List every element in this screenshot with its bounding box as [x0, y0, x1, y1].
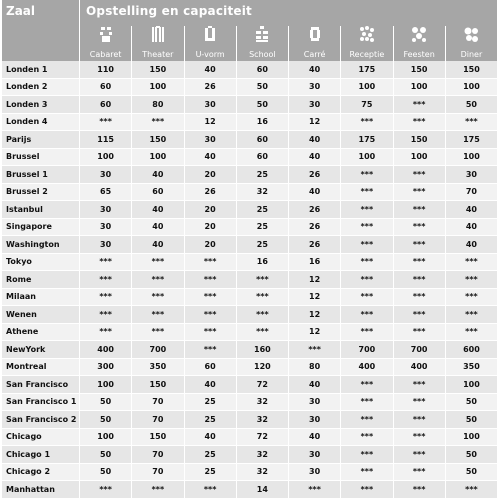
capacity-cell: 40 [132, 201, 184, 219]
capacity-cell: 25 [237, 236, 289, 254]
capacity-cell: 100 [394, 149, 446, 167]
capacity-cell: *** [185, 289, 237, 307]
room-name: Londen 3 [2, 96, 80, 114]
capacity-cell: 50 [237, 79, 289, 97]
capacity-cell: 70 [446, 184, 498, 202]
capacity-cell: *** [132, 289, 184, 307]
capacity-cell: 12 [289, 289, 341, 307]
capacity-cell: 32 [237, 446, 289, 464]
capacity-cell: *** [341, 184, 393, 202]
capacity-cell: 25 [237, 219, 289, 237]
capacity-cell: 150 [394, 61, 446, 79]
room-name: Istanbul [2, 201, 80, 219]
capacity-cell: 100 [132, 149, 184, 167]
capacity-cell: 65 [80, 184, 132, 202]
room-name: Londen 1 [2, 61, 80, 79]
capacity-cell: *** [237, 306, 289, 324]
table-row [2, 254, 498, 272]
capacity-cell: *** [446, 254, 498, 272]
capacity-cell: 30 [289, 446, 341, 464]
capacity-cell: 30 [185, 131, 237, 149]
capacity-cell: 12 [289, 324, 341, 342]
capacity-cell: 25 [185, 411, 237, 429]
room-name: Chicago [2, 429, 80, 447]
room-name: Wenen [2, 306, 80, 324]
capacity-cell: 40 [289, 184, 341, 202]
capacity-cell: 60 [237, 61, 289, 79]
capacity-cell: 50 [80, 464, 132, 482]
capacity-cell: 30 [80, 201, 132, 219]
capacity-cell: *** [341, 219, 393, 237]
capacity-cell: *** [394, 411, 446, 429]
capacity-cell: 70 [132, 394, 184, 412]
column-header-label: Feesten [394, 47, 446, 61]
capacity-cell: 20 [185, 219, 237, 237]
capacity-cell: *** [289, 341, 341, 359]
capacity-cell: *** [341, 254, 393, 272]
capacity-cell: 100 [394, 79, 446, 97]
room-name: Chicago 1 [2, 446, 80, 464]
capacity-cell: 20 [185, 166, 237, 184]
capacity-cell: 12 [289, 306, 341, 324]
capacity-cell: *** [80, 271, 132, 289]
capacity-cell: *** [185, 271, 237, 289]
header-label-row [2, 47, 498, 61]
capacity-cell: 175 [341, 131, 393, 149]
table-row [2, 464, 498, 482]
room-name: Manhattan [2, 481, 80, 499]
room-name: Parijs [2, 131, 80, 149]
capacity-cell: 40 [446, 236, 498, 254]
capacity-cell: 100 [132, 79, 184, 97]
capacity-cell: *** [80, 289, 132, 307]
capacity-cell: 30 [289, 394, 341, 412]
capacity-cell: *** [237, 271, 289, 289]
capacity-cell: 16 [237, 114, 289, 132]
capacity-cell: 16 [237, 254, 289, 272]
column-header-label: Diner [446, 47, 498, 61]
capacity-cell: 40 [185, 376, 237, 394]
capacity-cell: 30 [446, 166, 498, 184]
capacity-cell: 25 [237, 166, 289, 184]
column-header-label: Cabaret [80, 47, 132, 61]
capacity-cell: 32 [237, 411, 289, 429]
capacity-cell: 80 [132, 96, 184, 114]
capacity-cell: *** [132, 306, 184, 324]
capacity-cell: 40 [132, 219, 184, 237]
capacity-cell: 20 [185, 201, 237, 219]
capacity-cell: *** [341, 271, 393, 289]
capacity-cell: *** [341, 376, 393, 394]
capacity-cell: *** [394, 446, 446, 464]
room-name: Washington [2, 236, 80, 254]
capacity-cell: 14 [237, 481, 289, 499]
capacity-cell: *** [341, 306, 393, 324]
table-row [2, 61, 498, 79]
u-shape-icon [185, 26, 237, 47]
capacity-cell: *** [394, 201, 446, 219]
capacity-cell: 50 [446, 394, 498, 412]
capacity-cell: *** [394, 429, 446, 447]
capacity-cell: *** [446, 289, 498, 307]
capacity-cell: 150 [132, 429, 184, 447]
capacity-cell: 300 [80, 359, 132, 377]
capacity-cell: 26 [185, 79, 237, 97]
capacity-cell: 70 [132, 464, 184, 482]
capacity-cell: 700 [132, 341, 184, 359]
room-name: San Francisco [2, 376, 80, 394]
capacity-cell: 50 [446, 96, 498, 114]
room-column-header: Zaal [2, 0, 80, 26]
capacity-cell: 26 [289, 219, 341, 237]
capacity-cell: 100 [446, 149, 498, 167]
capacity-cell: 150 [394, 131, 446, 149]
capacity-cell: 700 [394, 341, 446, 359]
table-row [2, 341, 498, 359]
room-name: San Francisco 2 [2, 411, 80, 429]
room-name: NewYork [2, 341, 80, 359]
capacity-cell: *** [185, 254, 237, 272]
capacity-cell: 100 [80, 149, 132, 167]
reception-icon [341, 26, 393, 47]
header-title-row [2, 0, 498, 26]
table-row [2, 201, 498, 219]
capacity-cell: 30 [289, 464, 341, 482]
capacity-cell: 160 [237, 341, 289, 359]
capacity-cell: *** [237, 289, 289, 307]
capacity-cell: *** [185, 324, 237, 342]
room-name: Chicago 2 [2, 464, 80, 482]
capacity-cell: 700 [341, 341, 393, 359]
capacity-cell: 150 [132, 376, 184, 394]
capacity-cell: *** [80, 306, 132, 324]
capacity-cell: 100 [446, 79, 498, 97]
room-name: Brussel 1 [2, 166, 80, 184]
capacity-cell: *** [394, 254, 446, 272]
table-row [2, 219, 498, 237]
capacity-cell: 40 [289, 429, 341, 447]
capacity-cell: *** [446, 324, 498, 342]
table-row [2, 306, 498, 324]
room-name: Rome [2, 271, 80, 289]
capacity-cell: 60 [185, 359, 237, 377]
capacity-cell: *** [341, 481, 393, 499]
capacity-cell: 72 [237, 376, 289, 394]
capacity-cell: 50 [446, 411, 498, 429]
capacity-cell: 150 [132, 131, 184, 149]
capacity-cell: 50 [446, 464, 498, 482]
capacity-cell: *** [394, 184, 446, 202]
column-header-label: Receptie [341, 47, 393, 61]
capacity-cell: *** [446, 306, 498, 324]
capacity-cell: 150 [132, 61, 184, 79]
capacity-cell: 175 [341, 61, 393, 79]
table-row [2, 131, 498, 149]
capacity-cell: *** [132, 114, 184, 132]
table-row [2, 79, 498, 97]
capacity-cell: 120 [237, 359, 289, 377]
capacity-cell: *** [237, 324, 289, 342]
table-row [2, 289, 498, 307]
capacity-cell: 40 [289, 149, 341, 167]
capacity-cell: 30 [289, 79, 341, 97]
capacity-cell: 12 [289, 114, 341, 132]
capacity-cell: 60 [237, 131, 289, 149]
capacity-cell: *** [394, 114, 446, 132]
capacity-cell: 30 [289, 96, 341, 114]
capacity-cell: 75 [341, 96, 393, 114]
room-name: Singapore [2, 219, 80, 237]
room-name: Brussel [2, 149, 80, 167]
capacity-cell: *** [394, 324, 446, 342]
room-name: Tokyo [2, 254, 80, 272]
capacity-cell: 32 [237, 464, 289, 482]
capacity-cell: *** [341, 201, 393, 219]
capacity-cell: *** [185, 306, 237, 324]
capacity-cell: 40 [185, 149, 237, 167]
capacity-cell: 25 [237, 201, 289, 219]
capacity-cell: *** [341, 411, 393, 429]
capacity-cell: 60 [80, 96, 132, 114]
capacity-cell: *** [394, 481, 446, 499]
room-name: Montreal [2, 359, 80, 377]
empty-header-cell [2, 47, 80, 61]
table-row [2, 446, 498, 464]
capacity-cell: *** [394, 219, 446, 237]
capacity-cell: 30 [80, 166, 132, 184]
capacity-cell: 100 [341, 149, 393, 167]
capacity-cell: *** [80, 114, 132, 132]
capacity-cell: 60 [237, 149, 289, 167]
capacity-cell: 40 [289, 376, 341, 394]
table-title: Opstelling en capaciteit [80, 0, 498, 26]
capacity-cell: 25 [185, 394, 237, 412]
capacity-cell: 30 [185, 96, 237, 114]
capacity-cell: *** [185, 341, 237, 359]
capacity-cell: 32 [237, 394, 289, 412]
capacity-cell: 32 [237, 184, 289, 202]
capacity-cell: 50 [80, 394, 132, 412]
capacity-cell: *** [394, 376, 446, 394]
table-row [2, 394, 498, 412]
capacity-cell: *** [341, 429, 393, 447]
capacity-cell: 100 [446, 429, 498, 447]
empty-header-cell [2, 26, 80, 47]
capacity-cell: 26 [185, 184, 237, 202]
capacity-cell: 26 [289, 166, 341, 184]
capacity-cell: *** [341, 236, 393, 254]
capacity-cell: 16 [289, 254, 341, 272]
capacity-cell: 25 [185, 446, 237, 464]
capacity-cell: *** [132, 271, 184, 289]
capacity-cell: 50 [237, 96, 289, 114]
capacity-cell: 50 [446, 446, 498, 464]
table-row [2, 324, 498, 342]
capacity-cell: 40 [185, 61, 237, 79]
capacity-cell: 50 [80, 446, 132, 464]
capacity-cell: 150 [446, 61, 498, 79]
capacity-cell: 25 [185, 464, 237, 482]
capacity-cell: *** [446, 481, 498, 499]
capacity-cell: 40 [132, 166, 184, 184]
capacity-cell: 400 [394, 359, 446, 377]
theater-icon [132, 26, 184, 47]
capacity-cell: 600 [446, 341, 498, 359]
capacity-cell: *** [341, 394, 393, 412]
table-row [2, 166, 498, 184]
capacity-cell: *** [341, 446, 393, 464]
capacity-cell: 12 [185, 114, 237, 132]
capacity-cell: 70 [132, 411, 184, 429]
capacity-cell: 350 [446, 359, 498, 377]
capacity-cell: 60 [132, 184, 184, 202]
capacity-cell: *** [341, 324, 393, 342]
capacity-cell: *** [446, 114, 498, 132]
capacity-cell: 30 [80, 236, 132, 254]
capacity-cell: *** [80, 254, 132, 272]
capacity-cell: 40 [185, 429, 237, 447]
capacity-cell: 40 [446, 201, 498, 219]
dinner-icon [446, 26, 498, 47]
table-row [2, 96, 498, 114]
capacity-cell: 40 [446, 219, 498, 237]
capacity-cell: 50 [80, 411, 132, 429]
capacity-cell: 72 [237, 429, 289, 447]
capacity-cell: 100 [80, 376, 132, 394]
header-icon-row [2, 26, 498, 47]
capacity-cell: 70 [132, 446, 184, 464]
capacity-cell: 20 [185, 236, 237, 254]
room-name: San Francisco 1 [2, 394, 80, 412]
column-header-label: Theater [132, 47, 184, 61]
capacity-cell: 30 [80, 219, 132, 237]
carre-icon [289, 26, 341, 47]
room-name: Brussel 2 [2, 184, 80, 202]
table-row [2, 481, 498, 499]
capacity-cell: 400 [341, 359, 393, 377]
table-row [2, 359, 498, 377]
capacity-cell: *** [394, 306, 446, 324]
capacity-cell: *** [341, 166, 393, 184]
capacity-cell: *** [80, 324, 132, 342]
capacity-cell: 26 [289, 201, 341, 219]
capacity-cell: 100 [80, 429, 132, 447]
capacity-cell: *** [80, 481, 132, 499]
table-row [2, 271, 498, 289]
capacity-cell: 12 [289, 271, 341, 289]
table-row [2, 149, 498, 167]
capacity-cell: *** [394, 271, 446, 289]
capacity-cell: *** [341, 114, 393, 132]
capacity-cell: 100 [341, 79, 393, 97]
column-header-label: U-vorm [185, 47, 237, 61]
capacity-cell: *** [394, 464, 446, 482]
capacity-cell: 110 [80, 61, 132, 79]
column-header-label: Carré [289, 47, 341, 61]
capacity-cell: 115 [80, 131, 132, 149]
capacity-cell: 350 [132, 359, 184, 377]
capacity-cell: *** [132, 324, 184, 342]
capacity-cell: 60 [80, 79, 132, 97]
capacity-cell: *** [394, 394, 446, 412]
table-row [2, 429, 498, 447]
capacity-cell: *** [341, 289, 393, 307]
capacity-cell: 40 [289, 61, 341, 79]
capacity-cell: *** [394, 289, 446, 307]
room-name: Athene [2, 324, 80, 342]
table-row [2, 114, 498, 132]
capacity-cell: 30 [289, 411, 341, 429]
capacity-table [2, 0, 498, 499]
capacity-cell: 40 [289, 131, 341, 149]
capacity-cell: 80 [289, 359, 341, 377]
capacity-cell: *** [394, 166, 446, 184]
table-row [2, 236, 498, 254]
capacity-cell: *** [132, 481, 184, 499]
table-body [2, 61, 498, 499]
table-row [2, 376, 498, 394]
party-icon [394, 26, 446, 47]
column-header-label: School [237, 47, 289, 61]
capacity-cell: *** [185, 481, 237, 499]
capacity-cell: *** [446, 271, 498, 289]
capacity-cell: 26 [289, 236, 341, 254]
capacity-cell: 100 [446, 376, 498, 394]
room-name: Londen 2 [2, 79, 80, 97]
capacity-cell: *** [289, 481, 341, 499]
school-icon [237, 26, 289, 47]
cabaret-icon [80, 26, 132, 47]
capacity-cell: 40 [132, 236, 184, 254]
capacity-cell: *** [132, 254, 184, 272]
capacity-cell: 175 [446, 131, 498, 149]
table-row [2, 184, 498, 202]
table-row [2, 411, 498, 429]
capacity-cell: *** [394, 236, 446, 254]
room-name: Milaan [2, 289, 80, 307]
capacity-cell: *** [341, 464, 393, 482]
capacity-cell: 400 [80, 341, 132, 359]
room-name: Londen 4 [2, 114, 80, 132]
capacity-cell: *** [394, 96, 446, 114]
